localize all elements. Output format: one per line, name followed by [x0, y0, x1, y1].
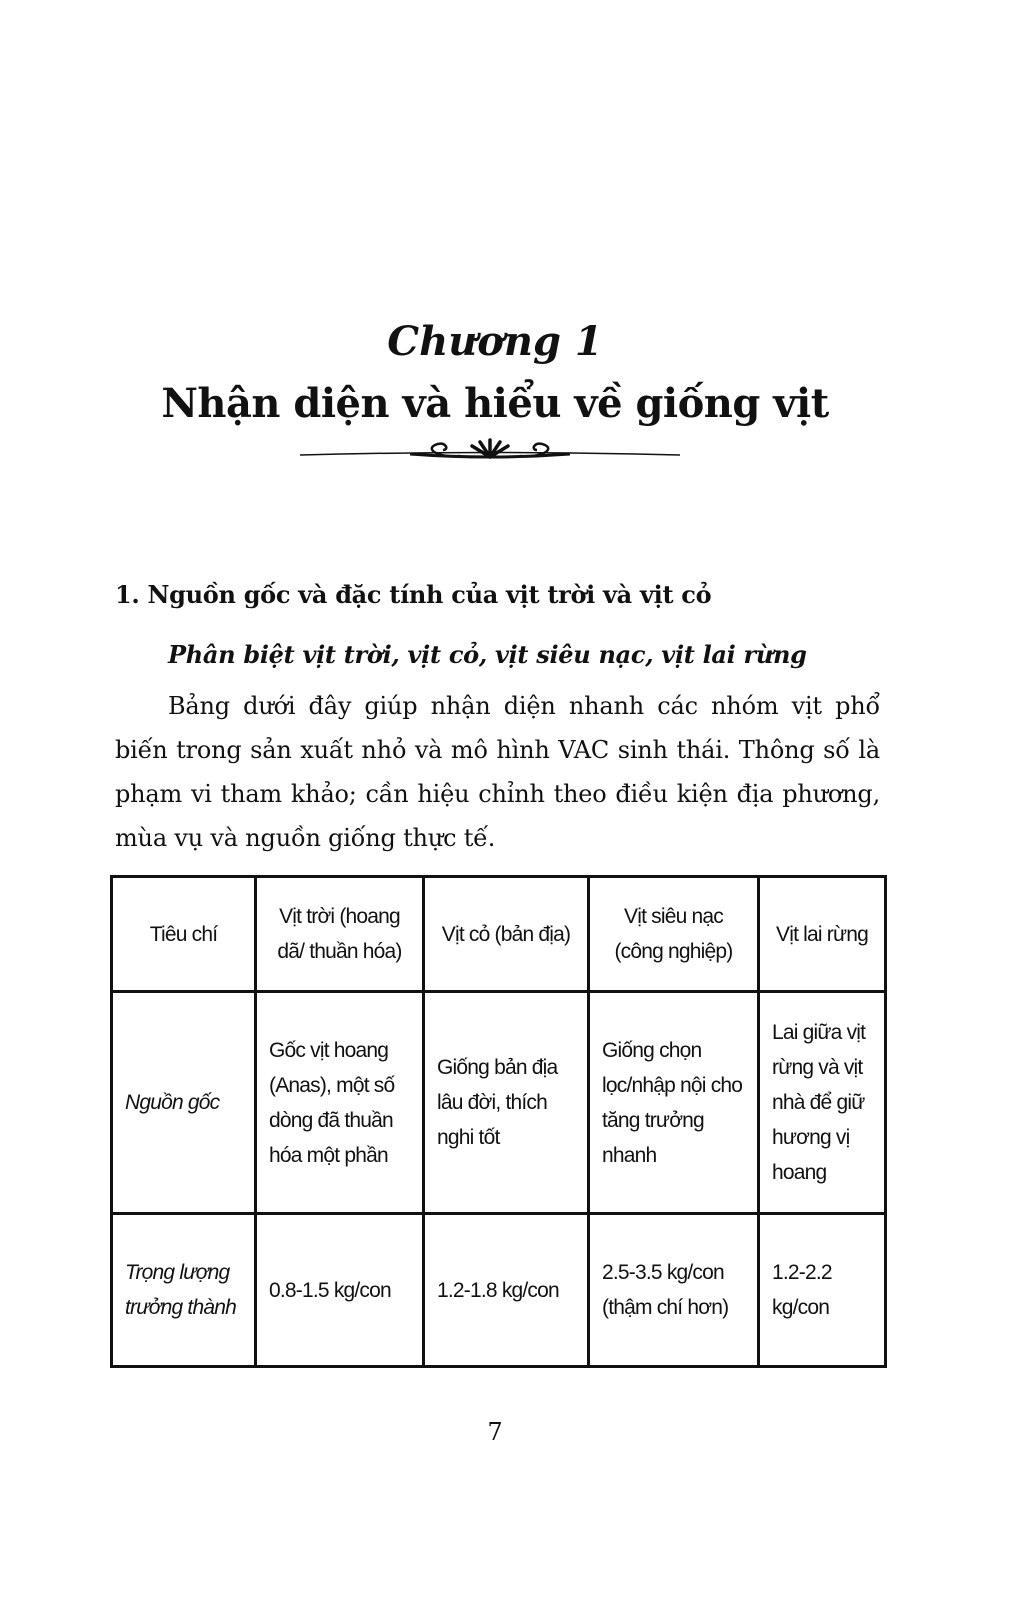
section-heading: 1. Nguồn gốc và đặc tính của vịt trời và vịt cỏ	[115, 580, 712, 609]
ornament-divider-icon	[300, 438, 680, 468]
table-cell: Trọng lượng trưởng thành	[112, 1214, 256, 1367]
table-row	[112, 1214, 886, 1367]
chapter-label: Chương 1	[387, 318, 603, 365]
page-number: 7	[487, 1418, 503, 1446]
table-cell: Nguồn gốc	[112, 992, 256, 1214]
table-cell: 1.2-1.8 kg/con	[424, 1214, 589, 1367]
table-cell: 2.5-3.5 kg/con (thậm chí hơn)	[589, 1214, 759, 1367]
table-cell: Giống bản địa lâu đời, thích nghi tốt	[424, 992, 589, 1214]
body-paragraph: Bảng dưới đây giúp nhận diện nhanh các nhóm vịt phổ biến trong sản xuất nhỏ và mô hình VAC sinh thái. Thông số là phạm vi tham khảo; cần hiệu chỉnh theo điều kiện địa phương, mùa vụ và nguồn giống thực tế.	[115, 692, 880, 852]
table-header: Vịt siêu nạc (công nghiệp)	[589, 877, 759, 992]
table-row	[112, 992, 886, 1214]
table-cell: Lai giữa vịt rừng và vịt nhà để giữ hương vị hoang	[759, 992, 886, 1214]
table-header-row	[112, 877, 886, 992]
table-header: Vịt lai rừng	[759, 877, 886, 992]
table-cell: Giống chọn lọc/nhập nội cho tăng trưởng nhanh	[589, 992, 759, 1214]
table-cell: 0.8-1.5 kg/con	[256, 1214, 424, 1367]
table-header: Vịt cỏ (bản địa)	[424, 877, 589, 992]
table-cell: Gốc vịt hoang (Anas), một số dòng đã thuần hóa một phần	[256, 992, 424, 1214]
chapter-title: Nhận diện và hiểu về giống vịt	[161, 380, 829, 427]
table-header: Vịt trời (hoang dã/ thuần hóa)	[256, 877, 424, 992]
subheading: Phân biệt vịt trời, vịt cỏ, vịt siêu nạc, vịt lai rừng	[168, 640, 807, 669]
table-header: Tiêu chí	[112, 877, 256, 992]
table-cell: 1.2-2.2 kg/con	[759, 1214, 886, 1367]
duck-comparison-table	[110, 875, 887, 1368]
